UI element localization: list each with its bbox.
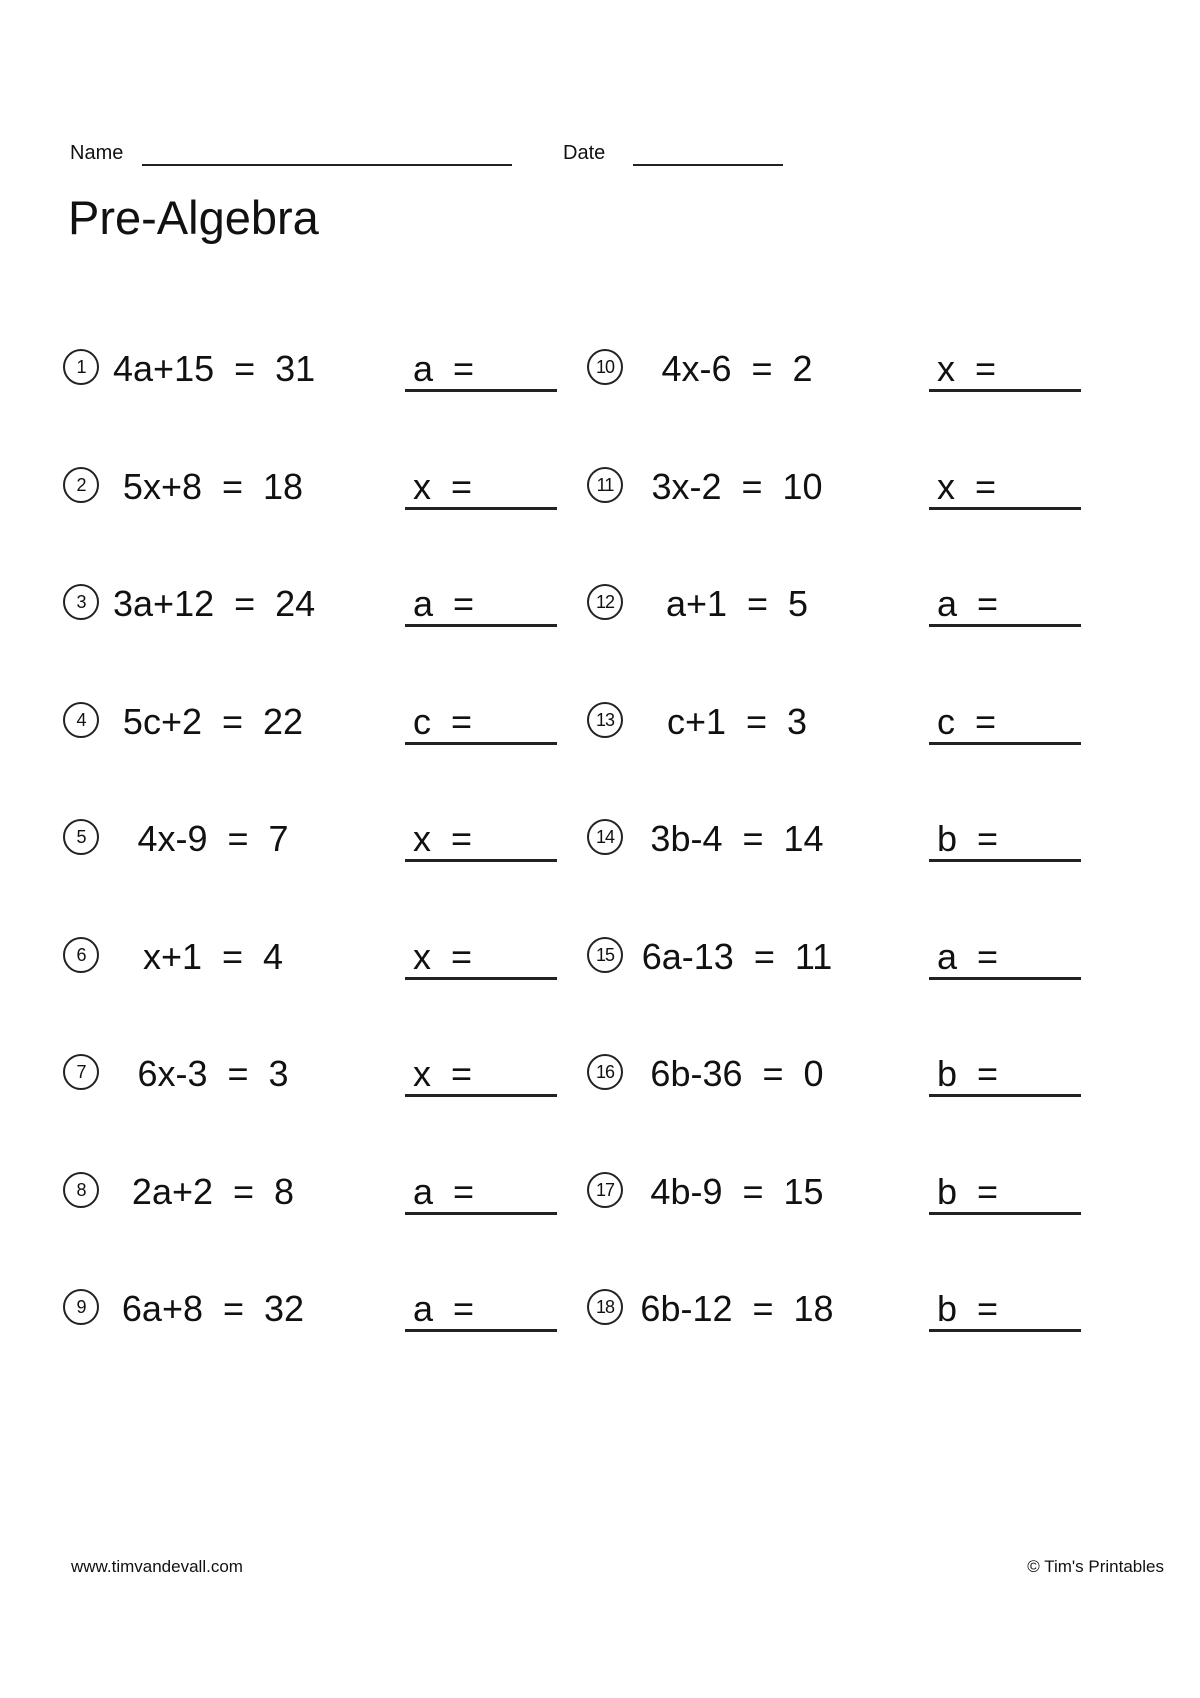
date-blank[interactable] — [633, 164, 783, 166]
problem-item — [63, 1045, 583, 1105]
worksheet-header — [70, 138, 870, 178]
answer-blank[interactable]: b = — [929, 818, 1081, 862]
problem-item — [587, 693, 1107, 753]
answer-blank[interactable]: x = — [929, 348, 1081, 392]
problem-item — [587, 1280, 1107, 1340]
problem-equation: 3b-4 = 14 — [650, 818, 824, 859]
answer-blank[interactable]: x = — [405, 466, 557, 510]
answer-blank[interactable]: a = — [929, 583, 1081, 627]
problem-number: 13 — [587, 702, 623, 738]
problem-number: 6 — [63, 937, 99, 973]
problem-item — [63, 340, 583, 400]
problem-equation: 6a+8 = 32 — [121, 1288, 305, 1329]
problem-number: 7 — [63, 1054, 99, 1090]
name-blank[interactable] — [142, 164, 512, 166]
problem-equation: c+1 = 3 — [666, 700, 808, 742]
answer-blank[interactable]: a = — [405, 583, 557, 627]
answer-blank[interactable]: a = — [405, 348, 557, 392]
problem-number: 4 — [63, 702, 99, 738]
name-label: Name — [70, 142, 124, 164]
problem-item — [63, 928, 583, 988]
problem-equation: 3x-2 = 10 — [651, 465, 823, 507]
answer-blank[interactable]: x = — [405, 818, 557, 862]
problem-number: 18 — [587, 1289, 623, 1325]
problem-equation: 2a+2 = 8 — [131, 1170, 295, 1212]
problem-equation: 6x-3 = 3 — [137, 1053, 289, 1094]
problem-number: 14 — [587, 819, 623, 855]
answer-blank[interactable]: x = — [929, 466, 1081, 510]
problem-number: 17 — [587, 1172, 623, 1208]
answer-blank[interactable]: a = — [929, 936, 1081, 980]
problem-number: 11 — [587, 467, 623, 503]
problem-number: 15 — [587, 937, 623, 973]
answer-blank[interactable]: a = — [405, 1288, 557, 1332]
problem-equation: 4a+15 = 31 — [113, 348, 316, 389]
problem-equation: 6b-36 = 0 — [650, 1053, 824, 1094]
problem-equation: x+1 = 4 — [142, 935, 284, 977]
problem-number: 8 — [63, 1172, 99, 1208]
date-label: Date — [563, 142, 606, 164]
problem-equation: 3a+12 = 24 — [113, 583, 316, 624]
problem-equation: 6b-12 = 18 — [640, 1288, 834, 1329]
problem-number: 12 — [587, 584, 623, 620]
answer-blank[interactable]: x = — [405, 1053, 557, 1097]
problem-item — [587, 458, 1107, 518]
problem-item — [587, 1163, 1107, 1223]
problem-number: 1 — [63, 349, 99, 385]
answer-blank[interactable]: b = — [929, 1288, 1081, 1332]
footer-copyright: © Tim's Printables — [1027, 1557, 1164, 1576]
problem-item — [63, 1280, 583, 1340]
problem-equation: 5x+8 = 18 — [122, 465, 304, 507]
answer-blank[interactable]: c = — [929, 701, 1081, 745]
answer-blank[interactable]: b = — [929, 1053, 1081, 1097]
problem-equation: 6a-13 = 11 — [641, 935, 833, 977]
problem-item — [587, 810, 1107, 870]
problem-number: 2 — [63, 467, 99, 503]
problem-item — [587, 928, 1107, 988]
problem-equation: 5c+2 = 22 — [122, 700, 304, 742]
problem-item — [63, 1163, 583, 1223]
answer-blank[interactable]: b = — [929, 1171, 1081, 1215]
problem-item — [587, 1045, 1107, 1105]
answer-blank[interactable]: a = — [405, 1171, 557, 1215]
problem-item — [63, 575, 583, 635]
problem-item — [587, 575, 1107, 635]
problem-equation: 4x-9 = 7 — [137, 818, 289, 859]
answer-blank[interactable]: x = — [405, 936, 557, 980]
problem-number: 5 — [63, 819, 99, 855]
problem-item — [63, 693, 583, 753]
worksheet-title: Pre-Algebra — [68, 191, 319, 244]
problem-item — [587, 340, 1107, 400]
problem-number: 3 — [63, 584, 99, 620]
problem-equation: a+1 = 5 — [665, 583, 809, 624]
problem-item — [63, 810, 583, 870]
problem-number: 10 — [587, 349, 623, 385]
problem-item — [63, 458, 583, 518]
footer-website: www.timvandevall.com — [71, 1557, 243, 1576]
problem-number: 9 — [63, 1289, 99, 1325]
problem-equation: 4b-9 = 15 — [650, 1170, 824, 1212]
problem-number: 16 — [587, 1054, 623, 1090]
answer-blank[interactable]: c = — [405, 701, 557, 745]
problem-equation: 4x-6 = 2 — [661, 348, 813, 389]
